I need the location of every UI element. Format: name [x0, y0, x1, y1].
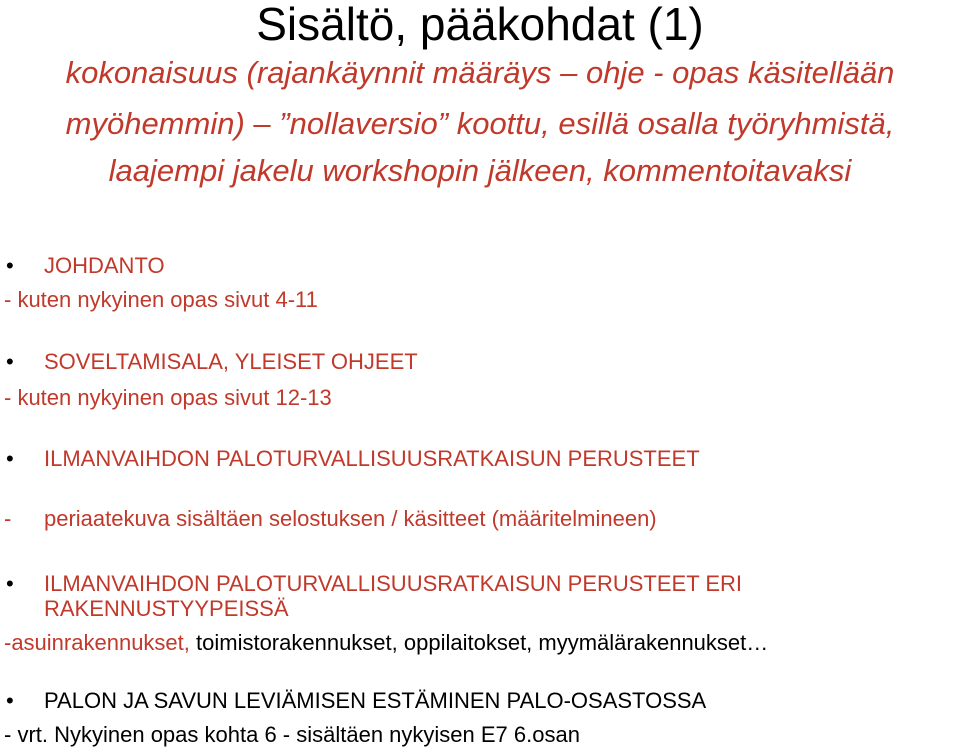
section-detail-johdanto: - kuten nykyinen opas sivut 4-11	[4, 287, 318, 312]
section-heading-palo-osasto: PALON JA SAVUN LEVIÄMISEN ESTÄMINEN PALO-OSASTOSSA	[44, 688, 707, 713]
section-detail-soveltamisala: - kuten nykyinen opas sivut 12-13	[4, 385, 332, 410]
detail-red-part: -asuinrakennukset,	[4, 630, 190, 655]
section-heading-soveltamisala: SOVELTAMISALA, YLEISET OHJEET	[44, 349, 418, 374]
subtitle-line-2: myöhemmin) – ”nollaversio” koottu, esillä osalla työryhmistä,	[65, 106, 895, 141]
subtitle-line-1: kokonaisuus (rajankäynnit määräys – ohje - opas käsitellään	[65, 55, 895, 90]
slide-title: Sisältö, pääkohdat (1)	[256, 0, 704, 50]
detail-black-part: toimistorakennukset, oppilaitokset, myymälärakennukset…	[189, 630, 769, 655]
bullet-icon: •	[6, 688, 14, 713]
section-heading-perusteet: ILMANVAIHDON PALOTURVALLISUUSRATKAISUN PERUSTEET	[44, 446, 700, 471]
section-dash: -	[4, 506, 12, 531]
section-heading-rakennustyypit-1: ILMANVAIHDON PALOTURVALLISUUSRATKAISUN PERUSTEET ERI	[44, 571, 743, 596]
bullet-icon: •	[6, 446, 14, 471]
subtitle-line-3: laajempi jakelu workshopin jälkeen, kommentoitavaksi	[108, 153, 852, 188]
bullet-icon: •	[6, 571, 14, 596]
bullet-icon: •	[6, 349, 14, 374]
section-detail-rakennustyypit	[4, 630, 768, 656]
bullet-icon: •	[6, 253, 14, 278]
section-heading-johdanto: JOHDANTO	[44, 253, 165, 278]
section-detail-palo-osasto: - vrt. Nykyinen opas kohta 6 - sisältäen nykyisen E7 6.osan	[4, 722, 580, 747]
section-heading-rakennustyypit-2: RAKENNUSTYYPEISSÄ	[44, 596, 289, 621]
section-detail-perusteet: periaatekuva sisältäen selostuksen / käsitteet (määritelmineen)	[44, 506, 657, 531]
